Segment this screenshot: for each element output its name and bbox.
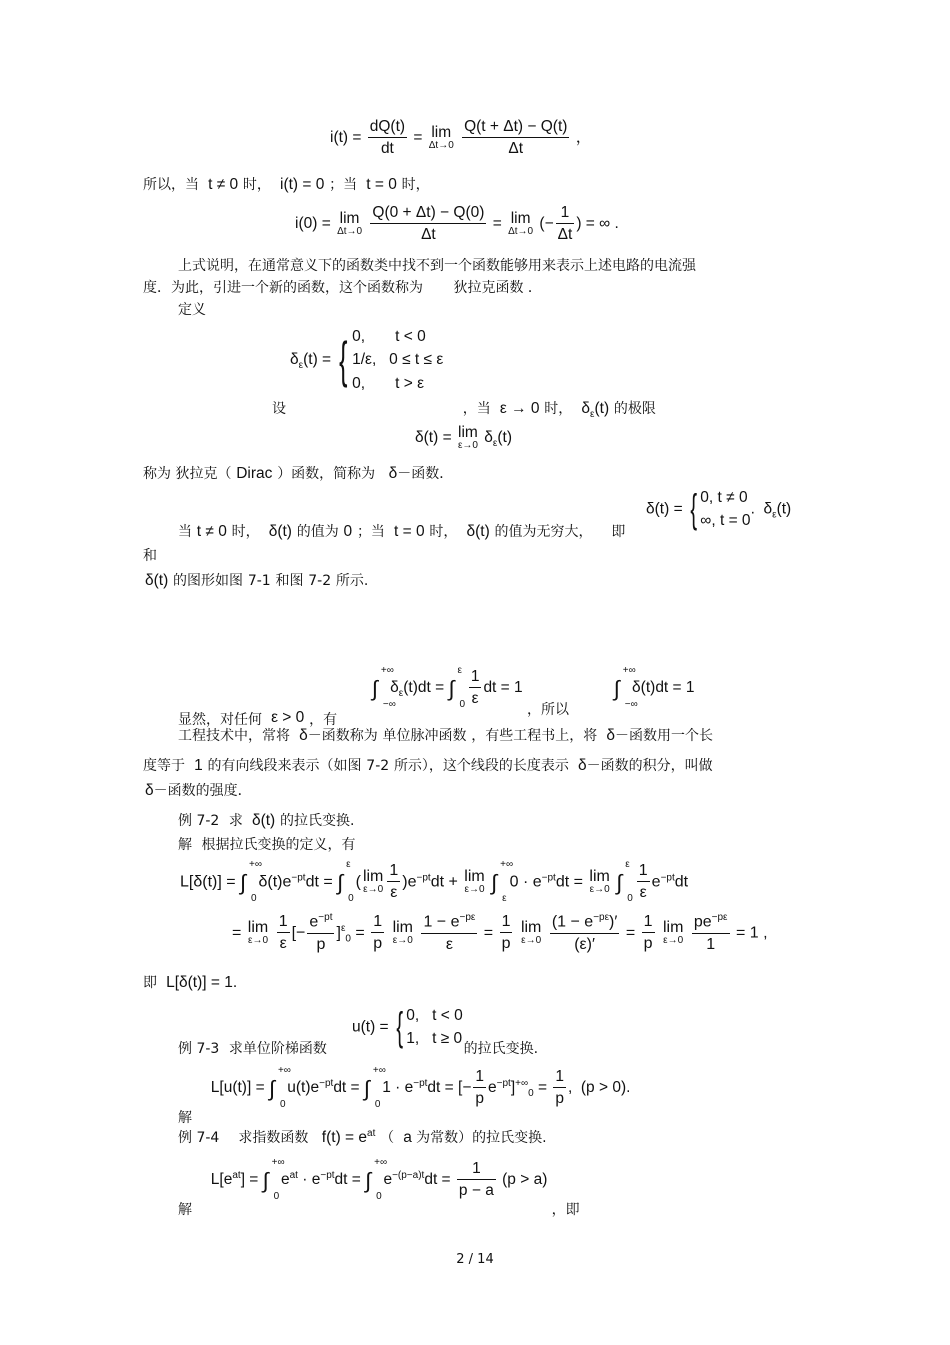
eq-current-definition: i(t) = $\frac{dQ(t)}{dt}$ = lim Δt→0 $\frac{Q(t + \Delta t) - Q(t)}{\Delta t}$ ，: [330, 118, 592, 157]
paragraph-line: 度．为此，引进一个新的函数，这个函数称为 狄拉克函数 ．: [143, 280, 542, 296]
example-7-3-title: 例 7-3 求单位阶梯函数 的拉氏变换.: [178, 1041, 539, 1057]
eq-laplace-delta-2: = lim ε→0 $\frac{1}{\varepsilon}$ [− $\frac{e^{-pt}}{p}$ ]$^\varepsilon_0$ = $\frac{1}{p}$ lim ε→0 $\frac{1 - e^{-p\varepsilon}}{\varepsilon}$ = $\frac{1}{p}$ lim ε→0 $\frac{(1 - e^{-p\varepsilon})'}{(\varepsilon)'}$ = $\frac{1}{p}$ lim ε→0 $\frac{pe^{-p\varepsilon}}{1}$ = 1 ,: [232, 912, 768, 953]
text-and: 和: [143, 548, 157, 564]
definition-label: 定义: [178, 302, 206, 318]
page-number: 2 / 14: [456, 1252, 494, 1267]
text-engineering: 工程技术中，常将 δ－函数称为 单位脉冲函数 ，有些工程书上，将 δ－函数用一个长: [178, 727, 713, 744]
text-dirac: 称为 狄拉克（ Dirac ）函数，简称为 δ－函数．: [143, 465, 454, 482]
text-integral: 显然，对任何 ε > 0 ，有 ∫ +∞ −∞ $\delta_\varepsilon(t)dt$ = ∫ ε 0 $\frac{1}{\varepsilon}$ dt = 1 ，所以 ∫ +∞ −∞ δ(t)dt = 1: [178, 668, 695, 708]
eq-delta-cases: δ(t) = { 0, t ≠ 0 ∞, t = 0. $\delta_\varepsilon(t)$: [646, 487, 792, 532]
punct: ，: [575, 128, 592, 146]
text-engineering: 度等于 1 的有向线段来表示（如图 7-2 所示），这个线段的长度表示 δ－函数的积分，叫做: [143, 757, 713, 774]
example-7-3-solution: 解 L[u(t)] = ∫ +∞ 0 $u(t)e^{-pt}dt$ = ∫ +∞ 0 $1 \cdot e^{-pt}dt$ = [− $\frac{1}{p}$ $e^{-pt}]^{+\infty}_0$ = $\frac{1}{p}$ , (p > 0).: [178, 1068, 630, 1108]
text-delta-values: 当 t ≠ 0 时， δ(t) 的值为 0 ；当 t = 0 时， δ(t) 的值为无穷大， 即: [178, 523, 626, 540]
text-result-7-2: 即 L[δ(t)] = 1.: [143, 974, 238, 991]
text-when-t-nonzero: 所以，当 t ≠ 0 时， i(t) = 0 ；当 t = 0 时，: [143, 176, 430, 193]
example-7-4-title: 例 7-4 求指数函数 $f(t) = e^{at}$ （ a 为常数）的拉氏变换.: [178, 1128, 547, 1147]
eq-delta-epsilon: $\delta_\varepsilon(t)$ = { 0, t < 0 1/ε, 0 ≤ t ≤ ε 0, t > ε: [290, 328, 444, 392]
eq-unit-step: u(t) = { 0, t < 0 1, t ≥ 0: [352, 1005, 463, 1050]
example-7-2-title: 例 7-2 求 δ(t) 的拉氏变换.: [178, 812, 355, 829]
text-limit: 设 ，当 ε → 0 时， $\delta_\varepsilon(t)$ 的极限: [272, 400, 656, 421]
example-7-2-solution: 解 根据拉氏变换的定义，有: [178, 837, 356, 853]
example-7-4-solution: 解 $L[e^{at}]$ = ∫ +∞ 0 $e^{at} \cdot e^{-pt}dt$ = ∫ +∞ 0 $e^{-(p-a)t}dt$ = $\frac{1}{p - a}$ (p > a) ，即: [178, 1160, 580, 1200]
text-engineering: δ－函数的强度．: [145, 782, 252, 799]
eq-delta-limit: δ(t) = lim ε→0 $\delta_\varepsilon(t)$: [415, 424, 513, 451]
paragraph-line: 上式说明，在通常意义下的函数类中找不到一个函数能够用来表示上述电路的电流强: [178, 258, 696, 274]
eq-current-at-zero: i(0) = lim Δt→0 $\frac{Q(0 + \Delta t) - Q(0)}{\Delta t}$ = lim Δt→0 (− $\frac{1}{\Delta t}$ ) = ∞ .: [295, 204, 619, 243]
text-graph: δ(t) 的图形如图 7-1 和图 7-2 所示.: [145, 572, 369, 589]
eq-laplace-delta-1: L[δ(t)] = ∫ +∞ 0 $\delta(t)e^{-pt}dt$ = ∫ ε 0 ( lim ε→0 $\frac{1}{\varepsilon}$ )$e^{-pt}dt + \lim$ ε→0 ∫ +∞ ε $0 \cdot e^{-pt}dt = \lim$ ε→0 ∫ ε 0 $\frac{1}{\varepsilon}$ $e^{-pt}dt$: [180, 862, 688, 903]
